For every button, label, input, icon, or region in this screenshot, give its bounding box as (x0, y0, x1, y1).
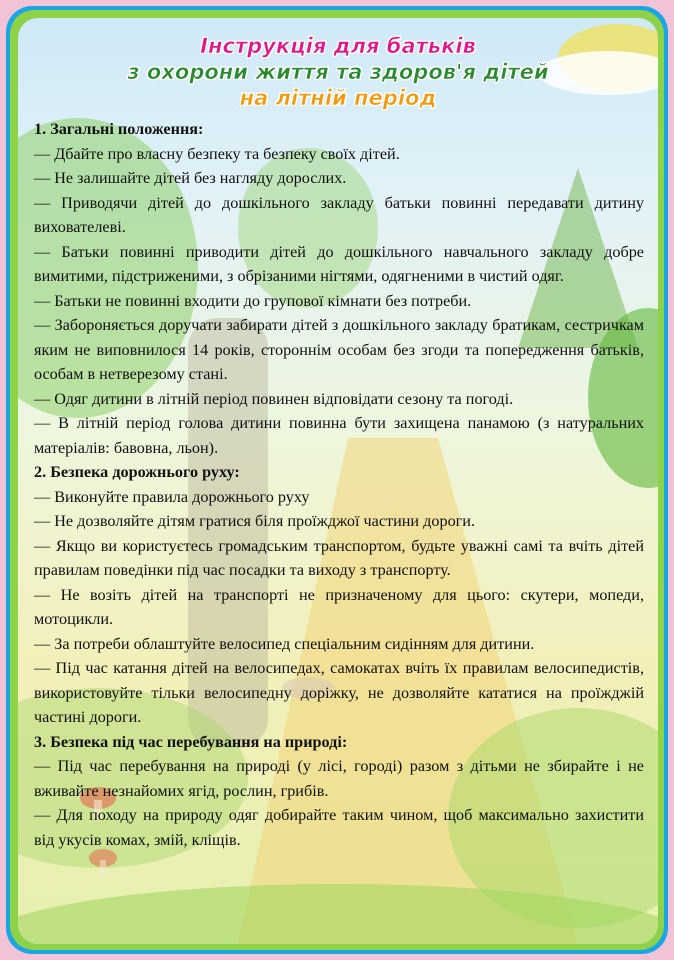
list-item: — Дбайте про власну безпеку та безпеку своїх дітей. (34, 144, 400, 163)
list-item: — Одяг дитини в літній період повинен відповідати сезону та погоді. (34, 389, 514, 408)
list-item: — Під час перебування на природі (у лісі, городі) разом з дітьми не збирайте і не вживайте незнайомих ягід, рослин, грибів. (34, 757, 644, 800)
list-item: — Не дозволяйте дітям гратися біля проїжджої частини дороги. (34, 512, 476, 530)
list-item: — В літній період голова дитини повинна бути захищена панамою (з натуральних матеріалів: бавовна, льон). (34, 414, 644, 457)
section-heading-general: 1. Загальні положення: (34, 120, 204, 138)
list-item: — Для походу на природу одяг добирайте таким чином, щоб максимально захистити від укусів комах, змій, кліщів. (34, 806, 644, 849)
list-item: — Виконуйте правила дорожнього руху (34, 487, 310, 506)
section-heading-nature-safety: 3. Безпека під час перебування на природі: (34, 732, 348, 751)
instructions-content (34, 117, 644, 852)
section-heading-road-safety: 2. Безпека дорожнього руху: (34, 463, 240, 481)
list-item: — Забороняється доручати забирати дітей з дошкільного закладу братикам, сестричкам яким не виповнилося 14 років, стороннім особам без згоди та попередження батьків, особам в нетверезому стані. (34, 316, 644, 383)
title-line-1: Інструкція для батьків (200, 34, 476, 58)
list-item: — Батьки не повинні входити до групової кімнати без потреби. (34, 291, 472, 310)
list-item: — Під час катання дітей на велосипедах, самокатах вчіть їх правилам велосипедистів, використовуйте тільки велосипедну доріжку, не дозволяйте кататися на проїжджій частині дороги. (34, 659, 644, 726)
poster-panel (18, 18, 658, 944)
title-line-3: на літній період (239, 86, 437, 110)
list-item: — Приводячи дітей до дошкільного закладу батьки повинні передавати дитину вихователеві. (34, 193, 644, 236)
title-line-2: з охорони життя та здоров'я дітей (127, 60, 549, 84)
list-item: — Якщо ви користуєтесь громадським транспортом, будьте уважні самі та вчіть дітей правилам поведінки під час посадки та виходу з транспорту. (34, 536, 644, 579)
list-item: — За потреби облаштуйте велосипед спеціальним сидінням для дитини. (34, 634, 535, 653)
list-item: — Батьки повинні приводити дітей до дошкільного навчального закладу добре вимитими, підстриженими, з обрізаними нігтями, одягненими в чистий одяг. (34, 242, 644, 285)
list-item: — Не залишайте дітей без нагляду дорослих. (34, 169, 347, 187)
list-item: — Не возіть дітей на транспорті не призначеному для цього: скутери, мопеди, мотоцикли. (34, 585, 644, 628)
